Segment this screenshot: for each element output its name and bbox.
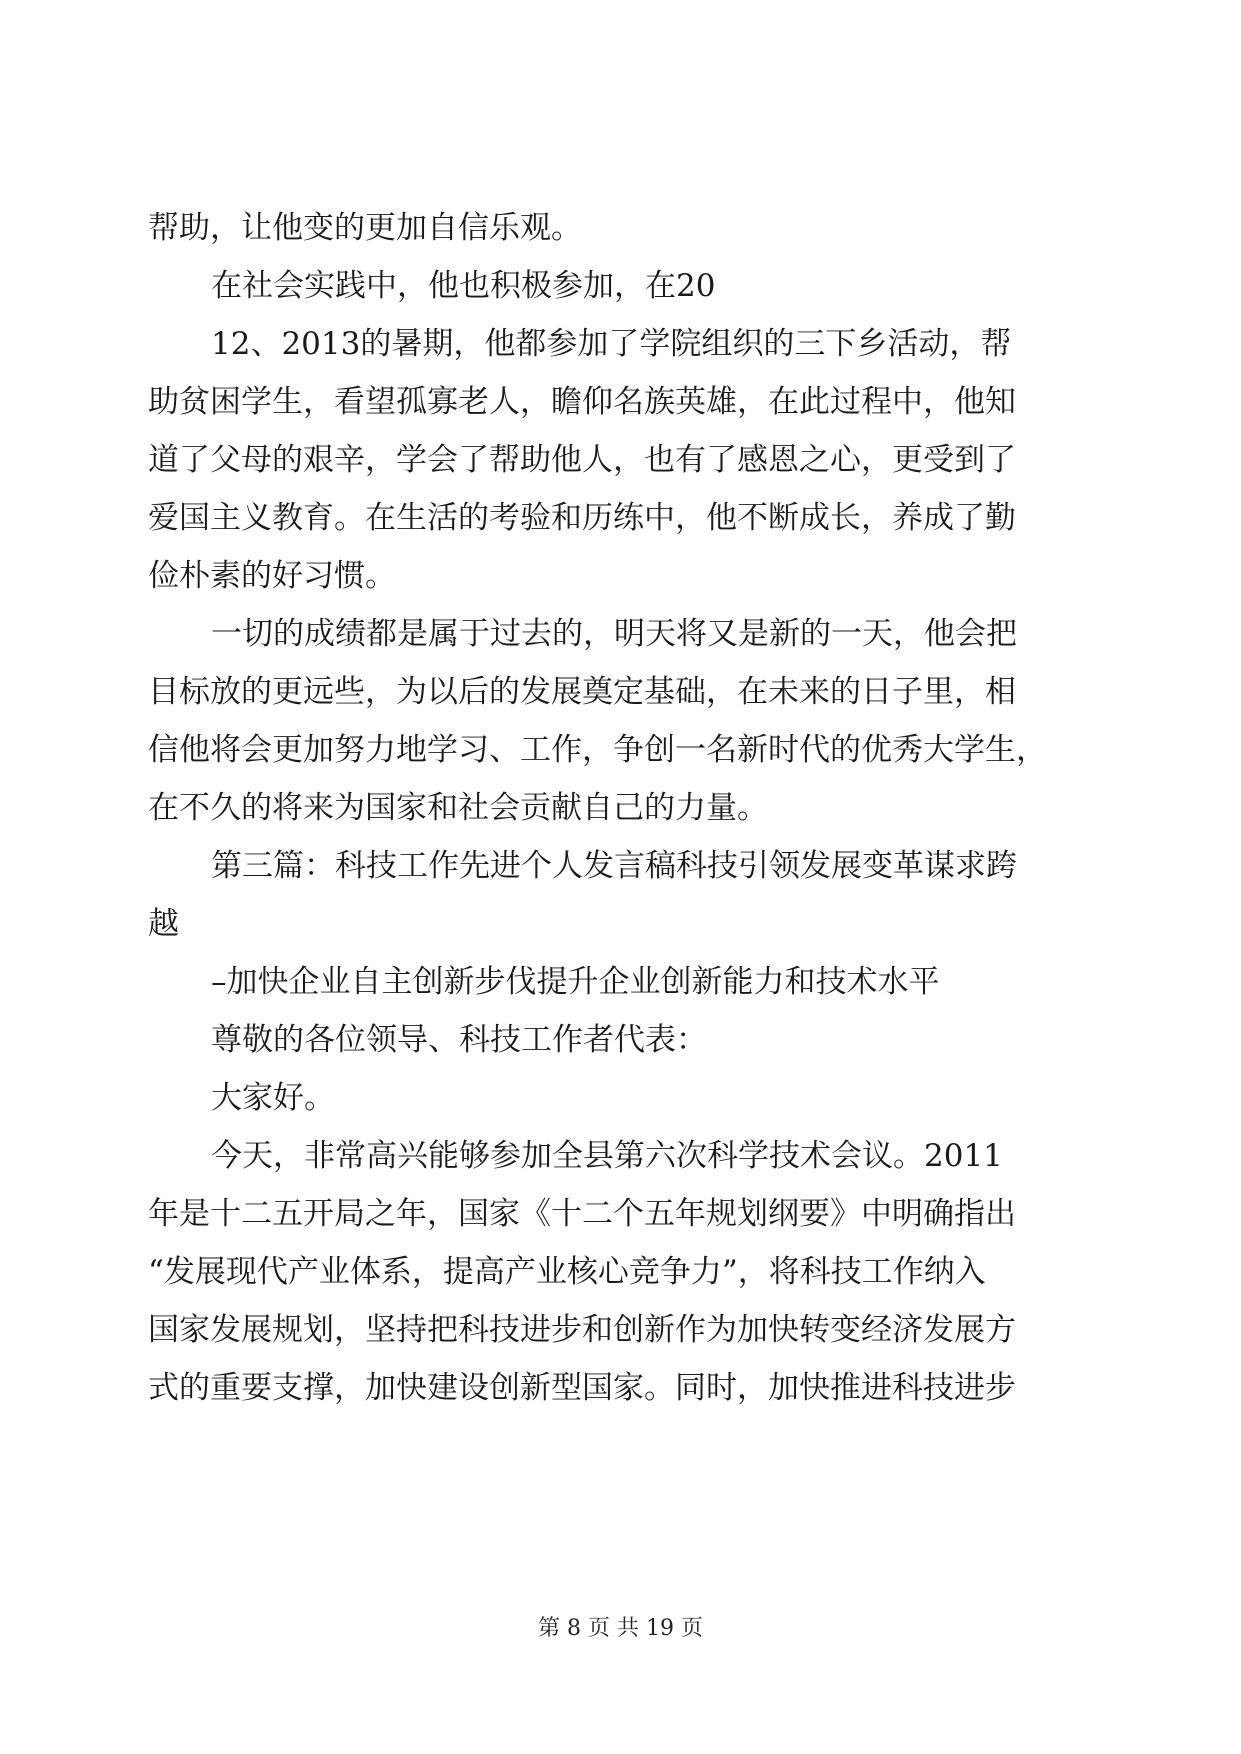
text-line: 在不久的将来为国家和社会贡献自己的力量。 [148, 790, 768, 826]
text-line: 12、2013的暑期，他都参加了学院组织的三下乡活动，帮 [211, 326, 1012, 362]
subtitle-line: –加快企业自主创新步伐提升企业创新能力和技术水平 [211, 964, 940, 1000]
section-heading: 第三篇：科技工作先进个人发言稿科技引领发展变革谋求跨 [211, 848, 1017, 884]
text-line: 今天，非常高兴能够参加全县第六次科学技术会议。2011 [211, 1138, 1003, 1174]
text-line: 帮助，让他变的更加自信乐观。 [148, 210, 582, 246]
text-line: 道了父母的艰辛，学会了帮助他人，也有了感恩之心，更受到了 [148, 442, 1016, 478]
text-line: 信他将会更加努力地学习、工作，争创一名新时代的优秀大学生， [148, 732, 1047, 768]
text-line: 年是十二五开局之年，国家《十二个五年规划纲要》中明确指出 [148, 1196, 1016, 1232]
text-line: 式的重要支撑，加快建设创新型国家。同时，加快推进科技进步 [148, 1370, 1016, 1406]
text-line: 助贫困学生，看望孤寡老人，瞻仰名族英雄，在此过程中，他知 [148, 384, 1016, 420]
salutation-line: 尊敬的各位领导、科技工作者代表： [211, 1022, 707, 1058]
text-line: 在社会实践中，他也积极参加，在20 [211, 268, 716, 304]
text-line: 一切的成绩都是属于过去的，明天将又是新的一天，他会把 [211, 616, 1017, 652]
page-number-footer: 第 8 页 共 19 页 [538, 1616, 703, 1641]
text-line: 爱国主义教育。在生活的考验和历练中，他不断成长，养成了勤 [148, 500, 1016, 536]
text-line: “发展现代产业体系，提高产业核心竞争力”，将科技工作纳入 [148, 1254, 986, 1290]
section-heading: 越 [148, 906, 179, 942]
greeting-line: 大家好。 [211, 1080, 335, 1116]
text-line: 俭朴素的好习惯。 [148, 558, 396, 594]
text-line: 国家发展规划，坚持把科技进步和创新作为加快转变经济发展方 [148, 1312, 1016, 1348]
text-line: 目标放的更远些，为以后的发展奠定基础，在未来的日子里，相 [148, 674, 1016, 710]
